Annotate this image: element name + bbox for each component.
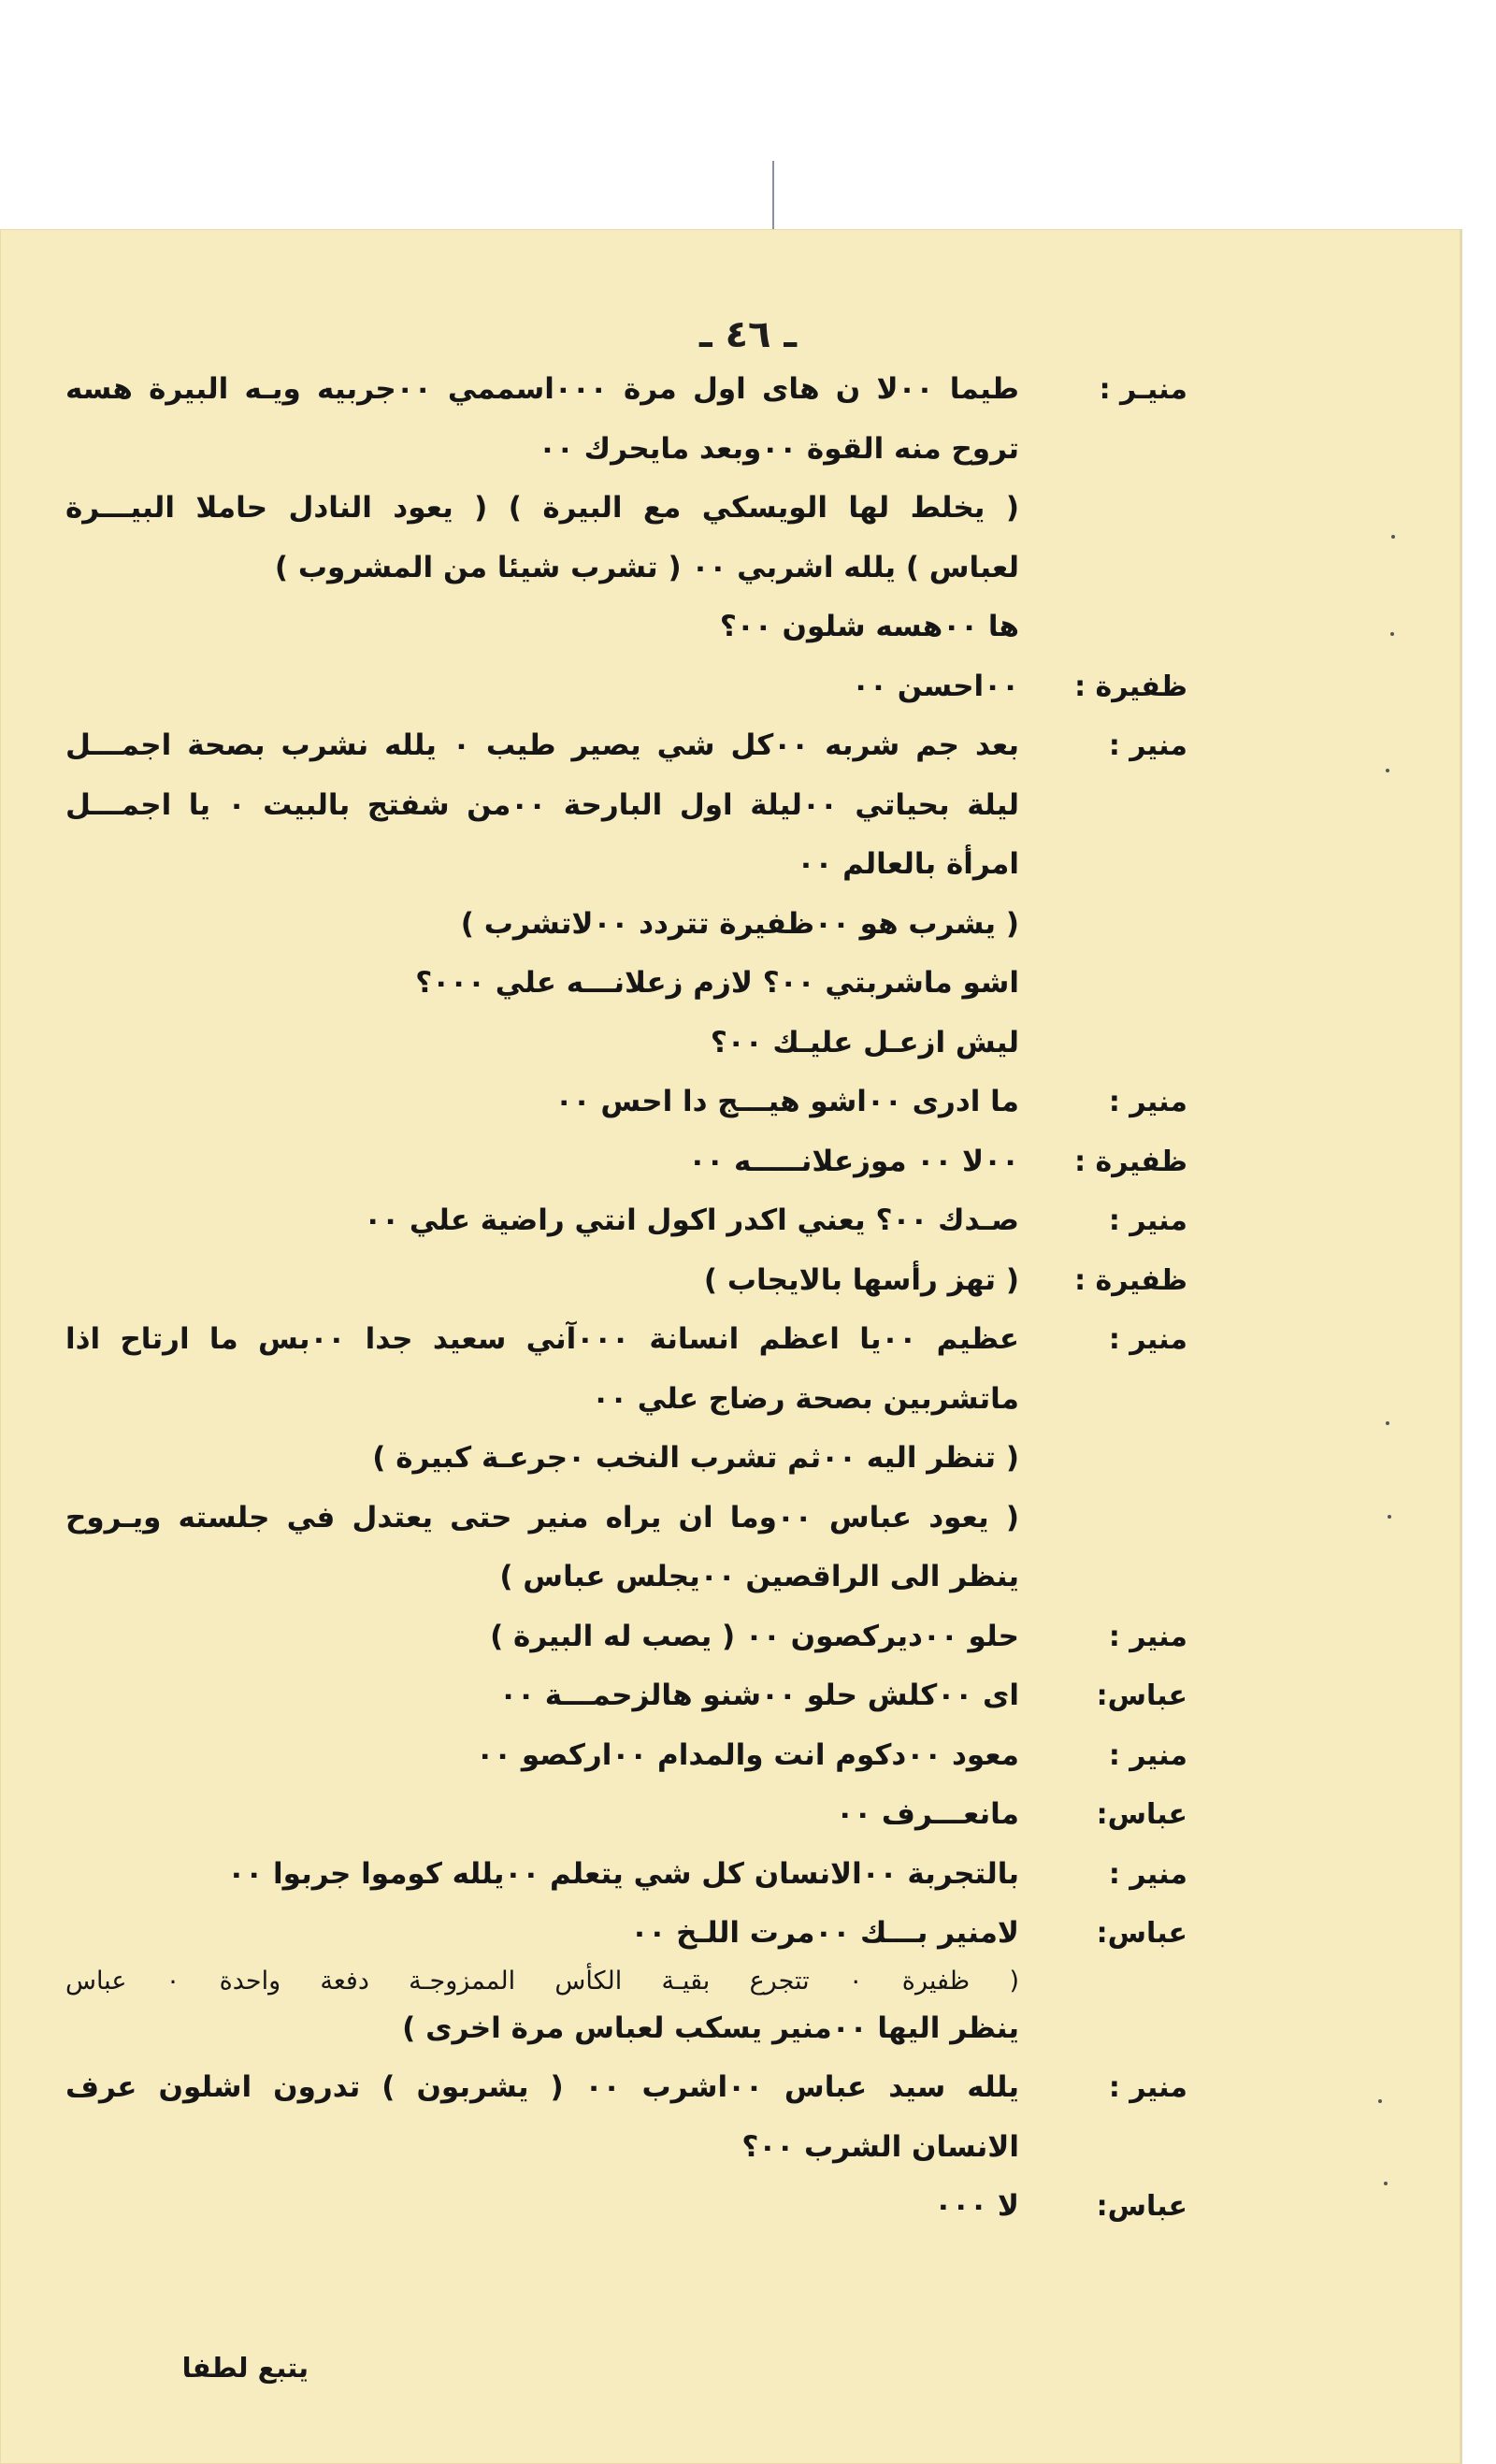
speaker-name: ظفيرة :: [1074, 1145, 1187, 1178]
dialogue-text: بعد جم شربه ٠٠كل شي يصير طيب ٠ يلله نشرب بصحة اجمـــل: [65, 728, 1020, 762]
dialogue-text: ما ادرى ٠٠اشو هيـــج دا احس ٠٠: [554, 1085, 1019, 1118]
dialogue-text: ( يشرب هو ٠٠ظفيرة تتردد ٠٠لاتشرب ): [460, 906, 1019, 941]
dialogue-text: ( يعود عباس ٠٠وما ان يراه منير حتى يعتدل في جلسته ويـروح: [65, 1500, 1019, 1535]
speaker-name: ظفيرة :: [1074, 670, 1187, 703]
script-line: [65, 1845, 1187, 1905]
dialogue-text: اشو ماشربتي ٠٠؟ لازم زعلانـــه علي ٠٠٠؟: [415, 966, 1019, 1000]
script-line: [65, 1073, 1187, 1132]
script-line: [65, 1964, 1019, 1999]
dialogue-text: لعباس ) يلله اشربي ٠٠ ( تشرب شيئا من المشروب ): [274, 550, 1019, 584]
speck: [1390, 632, 1394, 636]
speck: [1391, 535, 1395, 539]
script-line: [65, 1548, 1019, 1607]
speaker-name: منير :: [1108, 729, 1187, 762]
dialogue-text: اى ٠٠كلش حلو ٠٠شنو هالزحمـــة ٠٠: [499, 1679, 1019, 1712]
speaker-name: منير :: [1108, 1738, 1187, 1772]
page-number: ـ ٤٦ ـ: [698, 313, 798, 356]
script-line: [65, 360, 1187, 420]
script-line: [65, 1370, 1019, 1430]
dialogue-text: بالتجربة ٠٠الانسان كل شي يتعلم ٠٠يلله كوموا جربوا ٠٠: [227, 1856, 1019, 1891]
script-line: [65, 420, 1019, 480]
script-line: [65, 895, 1019, 955]
script-line: [65, 1310, 1187, 1370]
speaker-name: منير :: [1108, 2071, 1187, 2104]
script-line: [65, 1607, 1187, 1667]
dialogue-text: الانسان الشرب ٠٠؟: [741, 2129, 1019, 2164]
speck: [1384, 2182, 1388, 2185]
speaker-name: منير :: [1108, 1620, 1187, 1653]
script-line: [65, 1999, 1019, 2059]
dialogue-text: طيما ٠٠لا ن هاى اول مرة ٠٠٠اسممي ٠٠جربيه ويـه البيرة هسه: [65, 372, 1019, 406]
script-line: [65, 716, 1187, 776]
dialogue-text: تروح منه القوة ٠٠وبعد مايحرك ٠٠: [539, 431, 1019, 466]
speaker-name: عباس:: [1096, 1917, 1187, 1950]
speck: [1388, 1515, 1391, 1519]
dialogue-text: ٠٠احسن ٠٠: [852, 669, 1019, 703]
script-line: [65, 1429, 1019, 1489]
script-line: [65, 1726, 1187, 1786]
dialogue-text: لا ٠٠٠: [934, 2189, 1019, 2223]
dialogue-text: حلو ٠٠ديركصون ٠٠ ( يصب له البيرة ): [490, 1619, 1019, 1653]
speaker-name: منيـر :: [1099, 373, 1187, 406]
dialogue-text: مانعـــرف ٠٠: [836, 1797, 1019, 1831]
script-line: [65, 2177, 1187, 2237]
dialogue-text: يلله سيد عباس ٠٠اشرب ٠٠ ( يشربون ) تدرون اشلون عرف: [65, 2070, 1019, 2104]
scan-crease-mark: [772, 161, 774, 236]
speaker-name: عباس:: [1096, 2190, 1187, 2223]
script-line: [65, 598, 1019, 657]
dialogue-text: امرأة بالعالم ٠٠: [797, 847, 1019, 881]
script-line: [65, 835, 1019, 895]
dialogue-text: ينظر اليها ٠٠منير يسكب لعباس مرة اخرى ): [402, 2010, 1019, 2045]
script-line: [65, 479, 1019, 539]
dialogue-text: ينظر الى الراقصين ٠٠يجلس عباس ): [499, 1560, 1019, 1593]
dialogue-text: ٠٠لا ٠٠ موزعلانـــــه ٠٠: [688, 1144, 1019, 1178]
speaker-name: منير :: [1108, 1204, 1187, 1237]
dialogue-text: معود ٠٠دكوم انت والمدام ٠٠اركصو ٠٠: [476, 1737, 1019, 1772]
script-line: [65, 1785, 1187, 1845]
dialogue-text: صـدك ٠٠؟ يعني اكدر اكول انتي راضية علي ٠٠: [364, 1203, 1019, 1237]
dialogue-text: ليلة بحياتي ٠٠ليلة اول البارحة ٠٠من شفتج بالبيت ٠ يا اجمـــل: [65, 787, 1019, 822]
script-line: [65, 1132, 1187, 1192]
script-line: [65, 2058, 1187, 2118]
dialogue-text: ماتشربين بصحة رضاج علي ٠٠: [592, 1381, 1019, 1416]
script-line: [65, 1489, 1019, 1549]
dialogue-text: ليش ازعـل عليـك ٠٠؟: [710, 1025, 1019, 1059]
dialogue-text: ( تهز رأسها بالايجاب ): [703, 1262, 1019, 1297]
speaker-name: عباس:: [1096, 1798, 1187, 1831]
speaker-name: منير :: [1108, 1857, 1187, 1891]
dialogue-text: ها ٠٠هسه شلون ٠٠؟: [719, 610, 1019, 643]
script-line: [65, 1904, 1187, 1964]
script-line: [65, 2118, 1019, 2178]
dialogue-text: لامنير بـــك ٠٠مرت اللـخ ٠٠: [630, 1916, 1019, 1950]
script-line: [65, 1666, 1187, 1726]
script-line: [65, 539, 1019, 598]
speck: [1386, 1421, 1389, 1425]
speck: [1378, 2099, 1382, 2103]
speaker-name: ظفيرة :: [1074, 1263, 1187, 1297]
play-script: [65, 360, 1187, 2237]
script-line: [65, 1191, 1187, 1251]
dialogue-text: ( ظفيرة ٠ تتجرع بقيـة الكأس الممزوجـة دفعة واحدة ٠ عباس: [65, 1966, 1019, 1996]
dialogue-text: ( تنظر اليه ٠٠ثم تشرب النخب ٠جرعـة كبيرة ): [372, 1441, 1019, 1475]
speaker-name: منير :: [1108, 1086, 1187, 1118]
speaker-name: عباس:: [1096, 1679, 1187, 1712]
script-line: [65, 657, 1187, 717]
dialogue-text: عظيم ٠٠يا اعظم انسانة ٠٠٠آني سعيد جدا ٠٠بس ما ارتاح اذا: [65, 1322, 1019, 1356]
continued-note: يتبع لطفا: [181, 2352, 309, 2384]
script-line: [65, 1014, 1019, 1073]
speaker-name: منير :: [1108, 1323, 1187, 1356]
script-line: [65, 776, 1019, 836]
script-line: [65, 954, 1019, 1014]
dialogue-text: ( يخلط لها الويسكي مع البيرة ) ( يعود النادل حاملا البيـــرة: [65, 491, 1019, 525]
sheet-edge: [1460, 229, 1496, 2464]
script-line: [65, 1251, 1187, 1311]
speck: [1386, 769, 1389, 772]
